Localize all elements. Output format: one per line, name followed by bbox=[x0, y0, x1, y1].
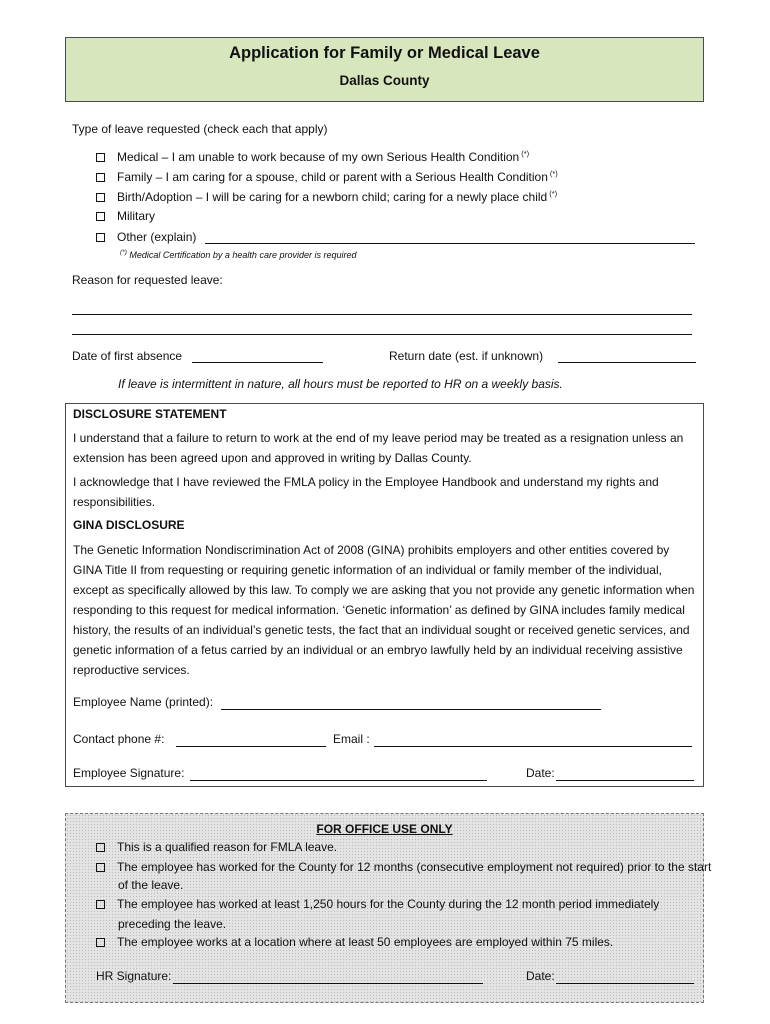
leave-type-prompt: Type of leave requested (check each that apply) bbox=[72, 122, 328, 136]
footnote-marker: (*) bbox=[521, 149, 530, 158]
office-item-text: The employee works at a location where at least 50 employees are employed within 75 miles. bbox=[117, 935, 614, 949]
office-use-section bbox=[65, 813, 712, 1003]
reason-label: Reason for requested leave: bbox=[72, 273, 223, 287]
return-date-label: Return date (est. if unknown) bbox=[389, 349, 544, 363]
checkbox-office-1[interactable] bbox=[96, 843, 105, 852]
intermittent-note: If leave is intermittent in nature, all hours must be reported to HR on a weekly basis. bbox=[118, 377, 563, 391]
leave-option-other[interactable] bbox=[96, 230, 196, 244]
gina-text: The Genetic Information Nondiscrimination Act of 2008 (GINA) prohibits employers and other entities covered by GINA Title II from requesting or requiring genetic information of an individual or family member of the individual, except as specifically allowed by this law. To comply we are asking that you not provide any genetic information when responding to this request for medical information. ‘Genetic information’ as defined by GINA includes family medical history, the results of an individual’s genetic tests, the fact that an individual sought or received genetic services, and genetic information of a fetus carried by an individual or an embryo lawfully held by an individual receiving assistive reproductive services. bbox=[73, 543, 695, 677]
employee-signature-field[interactable] bbox=[190, 780, 487, 781]
disclosure-section bbox=[65, 403, 704, 787]
checkbox-birth-adoption[interactable] bbox=[96, 193, 105, 202]
checkbox-medical[interactable] bbox=[96, 153, 105, 162]
footnote-marker: (*) bbox=[120, 249, 127, 256]
employee-date-label: Date: bbox=[526, 766, 555, 780]
office-item-4[interactable] bbox=[96, 935, 613, 949]
office-item-1[interactable] bbox=[96, 840, 337, 854]
disclosure-paragraph-2: I acknowledge that I have reviewed the FMLA policy in the Employee Handbook and understand my rights and responsibilities. bbox=[73, 475, 659, 509]
checkbox-other[interactable] bbox=[96, 233, 105, 242]
office-item-2[interactable] bbox=[96, 858, 718, 894]
checkbox-office-4[interactable] bbox=[96, 938, 105, 947]
option-label: Family – I am caring for a spouse, child or parent with a Serious Health Condition bbox=[117, 170, 548, 184]
employee-name-label: Employee Name (printed): bbox=[73, 695, 214, 709]
employee-date-field[interactable] bbox=[556, 780, 694, 781]
option-label: Medical – I am unable to work because of my own Serious Health Condition bbox=[117, 150, 520, 164]
employee-signature-label: Employee Signature: bbox=[73, 766, 185, 780]
reason-line-2[interactable] bbox=[72, 334, 692, 335]
office-use-heading: FOR OFFICE USE ONLY bbox=[316, 822, 453, 836]
reason-line-1[interactable] bbox=[72, 314, 692, 315]
office-item-text: The employee has worked at least 1,250 hours for the County during the 12 month period immediately preceding the leave. bbox=[117, 897, 660, 931]
office-item-text: This is a qualified reason for FMLA leave. bbox=[117, 840, 338, 854]
email-label: Email : bbox=[333, 732, 370, 746]
leave-footnote bbox=[118, 249, 356, 260]
office-item-3[interactable] bbox=[96, 894, 678, 934]
checkbox-military[interactable] bbox=[96, 212, 105, 221]
hr-date-field[interactable] bbox=[556, 983, 694, 984]
checkbox-family[interactable] bbox=[96, 173, 105, 182]
other-explain-line[interactable] bbox=[205, 243, 695, 244]
contact-phone-label: Contact phone #: bbox=[73, 732, 165, 746]
checkbox-office-3[interactable] bbox=[96, 900, 105, 909]
leave-option-family[interactable] bbox=[96, 169, 558, 184]
leave-option-military[interactable] bbox=[96, 209, 155, 223]
hr-signature-label: HR Signature: bbox=[96, 969, 172, 983]
option-label: Other (explain) bbox=[117, 230, 197, 244]
employee-name-field[interactable] bbox=[221, 709, 601, 710]
first-absence-label: Date of first absence bbox=[72, 349, 183, 363]
option-label: Birth/Adoption – I will be caring for a newborn child; caring for a newly place child bbox=[117, 190, 548, 204]
option-label: Military bbox=[117, 209, 155, 223]
footnote-marker: (*) bbox=[549, 169, 558, 178]
leave-option-medical[interactable] bbox=[96, 149, 529, 164]
contact-phone-field[interactable] bbox=[176, 746, 326, 747]
gina-heading: GINA DISCLOSURE bbox=[73, 518, 185, 532]
first-absence-field[interactable] bbox=[192, 362, 323, 363]
hr-date-label: Date: bbox=[526, 969, 555, 983]
hr-signature-field[interactable] bbox=[173, 983, 483, 984]
disclosure-heading: DISCLOSURE STATEMENT bbox=[73, 407, 227, 421]
form-subtitle: Dallas County bbox=[339, 73, 430, 88]
office-item-text: The employee has worked for the County for 12 months (consecutive employment not required) prior to the start of the leave. bbox=[117, 860, 712, 892]
leave-option-birth-adoption[interactable] bbox=[96, 189, 557, 204]
checkbox-office-2[interactable] bbox=[96, 863, 105, 872]
footnote-marker: (*) bbox=[549, 189, 558, 198]
email-field[interactable] bbox=[374, 746, 692, 747]
form-header bbox=[65, 37, 704, 102]
return-date-field[interactable] bbox=[558, 362, 696, 363]
form-title: Application for Family or Medical Leave bbox=[229, 44, 540, 62]
footnote-text: Medical Certification by a health care provider is required bbox=[129, 250, 357, 260]
disclosure-paragraph-1: I understand that a failure to return to work at the end of my leave period may be treated as a resignation unless an extension has been agreed upon and approved in writing by Dallas County. bbox=[73, 431, 684, 465]
